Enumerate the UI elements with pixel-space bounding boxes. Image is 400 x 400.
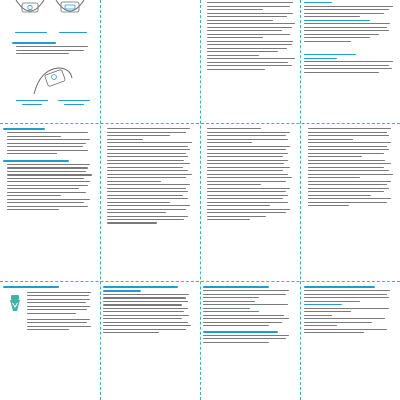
step-text [16, 46, 92, 54]
bottom-3-text [203, 290, 297, 326]
panel-divider-h2 [0, 281, 400, 282]
illustration-caption-2 [50, 30, 96, 36]
illustration-caption-1 [8, 30, 54, 36]
instructions-text [203, 2, 297, 69]
device-insert-illustration [30, 60, 76, 96]
notes-subsection [304, 54, 398, 73]
panel-bottom-2 [103, 284, 197, 336]
step-heading [12, 42, 92, 43]
panel-middle-4 [304, 126, 398, 209]
middle-2-list [107, 128, 197, 223]
middle-4-list [308, 128, 398, 206]
middle-1-heading [3, 128, 97, 129]
panel-divider-v3 [300, 0, 301, 400]
bottom-2-heading [103, 286, 197, 291]
bottom-3-heading [203, 286, 297, 287]
panel-bottom-3 [203, 284, 297, 345]
bottom-4-text [304, 290, 398, 333]
middle-1-subheading [3, 160, 97, 161]
middle-3-list [207, 128, 297, 220]
panel-notes-top [304, 0, 398, 75]
middle-1-bullets [7, 132, 97, 154]
panel-middle-2 [103, 126, 197, 226]
panel-middle-3 [203, 126, 297, 222]
sensor-device-icon [9, 294, 21, 312]
panel-bottom-4 [304, 284, 398, 335]
bottom-1-heading [3, 286, 97, 287]
illustration-caption-4 [54, 98, 94, 107]
device-illustration-1 [12, 0, 48, 20]
panel-divider-v1 [100, 0, 101, 400]
panel-middle-1 [3, 126, 97, 213]
middle-1-list [7, 164, 97, 210]
panel-divider-v2 [200, 0, 201, 400]
bottom-2-text [103, 294, 197, 333]
bottom-1-text [27, 292, 97, 331]
panel-illustrations [0, 0, 100, 123]
illustration-caption-3 [12, 98, 52, 107]
device-illustration-2 [52, 0, 88, 20]
panel-bottom-1 [3, 284, 97, 333]
step-block [12, 40, 92, 57]
notes-text [304, 2, 398, 41]
panel-divider-h1 [0, 123, 400, 124]
bottom-3-subheading [203, 331, 297, 332]
bottom-3-subtext [203, 335, 297, 343]
panel-instructions-top [203, 0, 297, 72]
bottom-4-heading [304, 286, 398, 287]
